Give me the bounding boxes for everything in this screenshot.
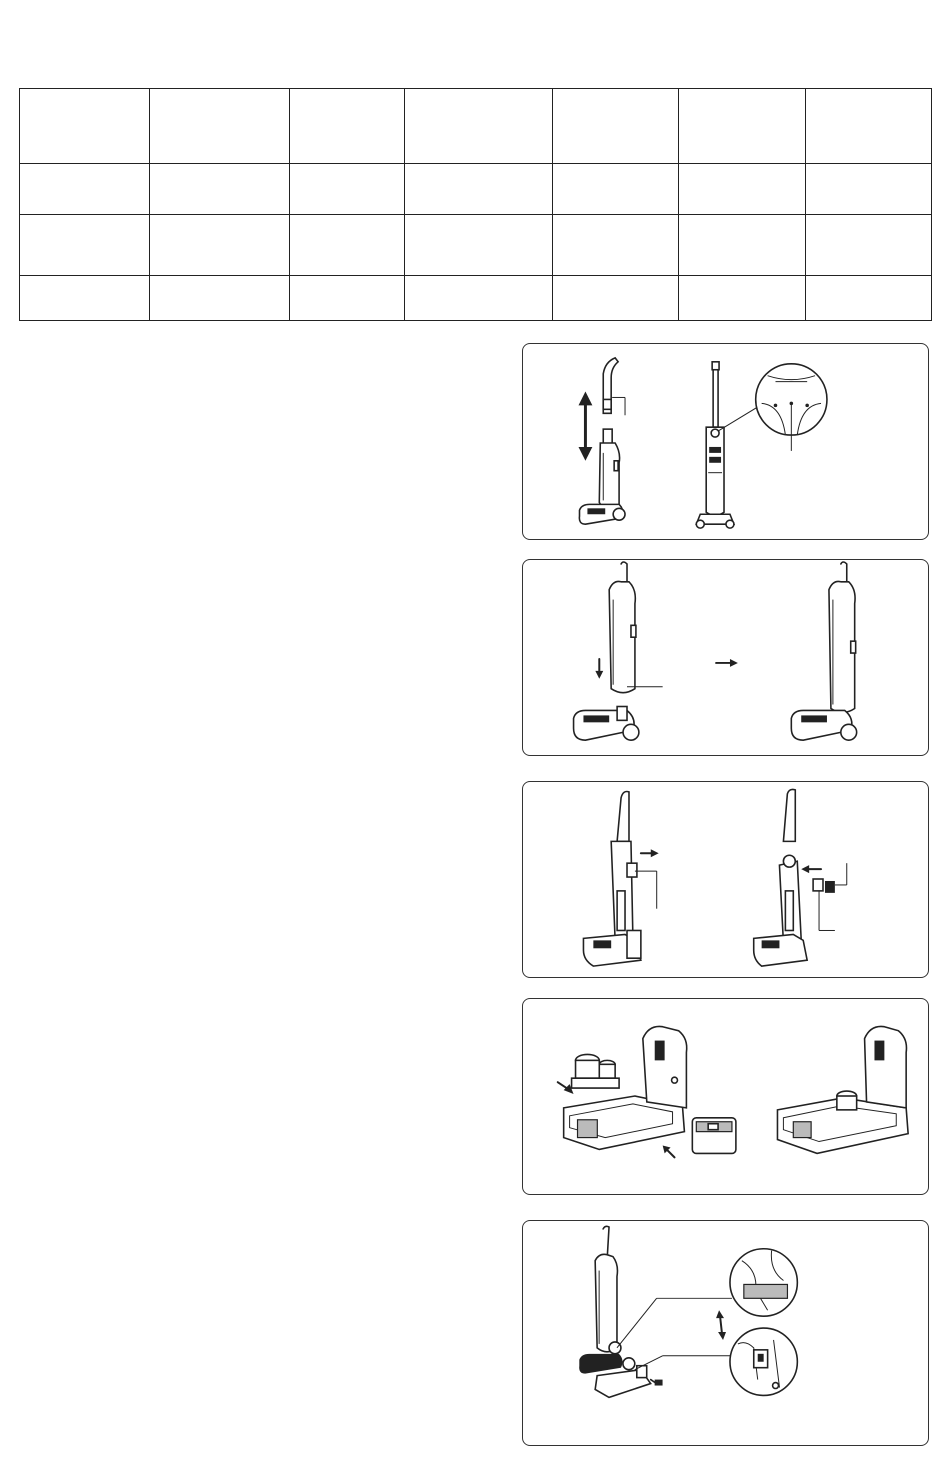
zoom-detail-icon: [718, 364, 827, 451]
table-cell: [679, 89, 806, 164]
table-cell: [20, 276, 150, 321]
table-cell: [150, 164, 290, 215]
table-cell: [405, 164, 553, 215]
handle-tube-icon: [603, 358, 625, 415]
table-cell: [150, 89, 290, 164]
vacuum-stand-icon: [583, 792, 656, 967]
table-cell: [806, 215, 932, 276]
vacuum-on-dock-icon: [579, 1226, 662, 1397]
table-row: [20, 89, 932, 164]
vacuum-assembled-icon: [791, 562, 856, 740]
table-row: [20, 164, 932, 215]
table-cell: [20, 89, 150, 164]
table-cell: [553, 276, 679, 321]
table-cell: [553, 89, 679, 164]
handle-assembly-illustration: [523, 344, 928, 539]
table-row: [20, 215, 932, 276]
table-cell: [150, 215, 290, 276]
table-row: [20, 276, 932, 321]
double-arrow-icon: [716, 1310, 726, 1340]
table-cell: [290, 164, 405, 215]
figure-docking-detail: [522, 1220, 929, 1446]
table-cell: [405, 215, 553, 276]
table-cell: [150, 276, 290, 321]
vacuum-upright-icon: [696, 362, 734, 528]
vacuum-stand-open-icon: [754, 789, 807, 966]
table-cell: [20, 215, 150, 276]
battery-box-icon: [692, 1118, 736, 1154]
brush-holder-icon: [572, 1054, 620, 1088]
filter-parts-icon: [813, 863, 847, 930]
docking-detail-illustration: [523, 1221, 928, 1445]
down-arrow-icon: [595, 659, 603, 679]
table-cell: [806, 276, 932, 321]
table-cell: [806, 164, 932, 215]
vacuum-body-icon: [609, 562, 662, 693]
double-arrow-icon: [579, 392, 593, 461]
table-cell: [290, 215, 405, 276]
table-cell: [290, 89, 405, 164]
table-cell: [679, 215, 806, 276]
left-arrow-icon: [801, 865, 821, 873]
figure-tank-removal: [522, 781, 929, 978]
table-cell: [405, 89, 553, 164]
figure-handle-assembly: [522, 343, 929, 540]
figure-body-to-base: [522, 559, 929, 756]
right-arrow-icon: [641, 849, 659, 857]
table-cell: [679, 276, 806, 321]
spec-table: [19, 88, 932, 321]
table-cell: [20, 164, 150, 215]
tank-removal-illustration: [523, 782, 928, 977]
dock-assembled-icon: [777, 1026, 908, 1153]
table-cell: [553, 164, 679, 215]
floor-head-icon: [574, 706, 639, 740]
table-cell: [290, 276, 405, 321]
table-cell: [405, 276, 553, 321]
table-cell: [679, 164, 806, 215]
table-cell: [553, 215, 679, 276]
table-cell: [806, 89, 932, 164]
body-to-base-illustration: [523, 560, 928, 755]
right-arrow-icon: [716, 659, 738, 667]
figure-dock-accessories: [522, 998, 929, 1195]
dock-accessories-illustration: [523, 999, 928, 1194]
